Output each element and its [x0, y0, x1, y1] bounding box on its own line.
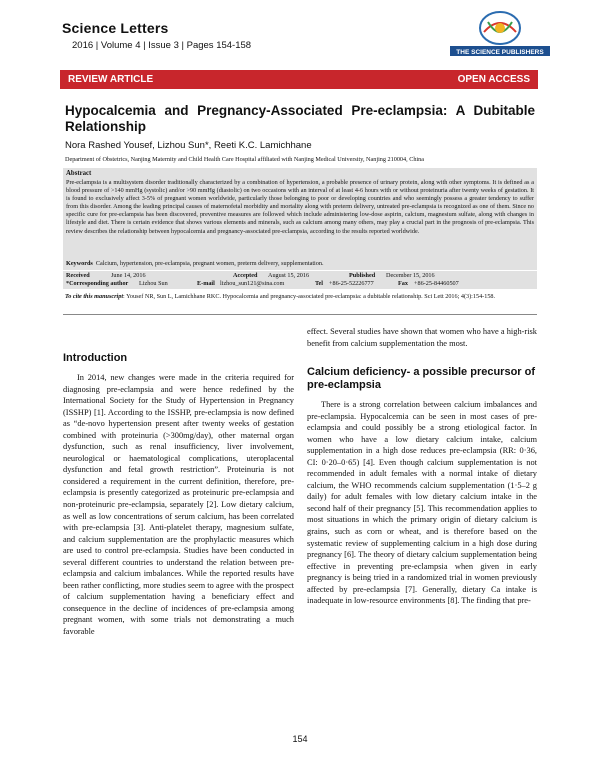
divider	[63, 314, 537, 315]
publisher-logo-text: THE SCIENCE PUBLISHERS	[456, 49, 544, 56]
keywords	[66, 260, 534, 267]
review-article-label: REVIEW ARTICLE	[68, 74, 154, 85]
fax: +86-25-84460507	[414, 280, 459, 287]
article-type-banner	[60, 70, 538, 89]
page-number: 154	[292, 734, 308, 744]
keywords-text: Calcium, hypertension, pre-eclampsia, pregnant women, preterm delivery, supplementation.	[95, 260, 324, 267]
authors: Nora Rashed Yousef, Lizhou Sun*, Reeti K.C. Lamichhane	[65, 140, 312, 151]
accepted-label: Accepted	[233, 272, 258, 279]
introduction-heading: Introduction	[63, 352, 128, 364]
keywords-label: Keywords	[66, 260, 93, 267]
continuation-paragraph: effect. Several studies have shown that women who have a high-risk benefit from calcium supplementation the most.	[307, 327, 537, 348]
affiliation: Department of Obstetrics, Nanjing Maternity and Child Health Care Hospital affiliated with Nanjing Medical University, Nanjing 210004, China	[65, 156, 424, 163]
calcium-deficiency-paragraph: There is a strong correlation between calcium imbalances and pre-eclampsia. Hypocalcemia can be seen in most cases of pre-eclampsia and could possibly be a strong etiological factor. In women who have a low dietary calcium intake, calcium supplementation in a high dose reduces pre-eclampsia (RR: 0·36, CI: 0·20–0·65) [4]. Even though calcium supplementation is not recommended in adult females with a normal intake of dietary calcium, the WHO recommends calcium supplementation (1·5–2 g daily) for adult females with low dietary calcium intake in the second half of their pregnancy [5]. This recommendation applies to most situations in which the primary origin of dietary calcium is grains, such as corn or wheat, and is therefore based on the systematic review of supplementing calcium in a high dose during pregnancy [6]. The theory of dietary calcium supplementation being effective in preventing pre-eclampsia when given in early pregnancy is being tried in a randomized trial in women previously affected by pre-eclampsia [7]. Generally, dietary Ca intake is inadequate in low-resource environments [8]. The finding that pre-	[307, 400, 537, 606]
accepted-date: August 15, 2016	[268, 272, 310, 279]
issue-line: 2016 | Volume 4 | Issue 3 | Pages 154-158	[72, 40, 252, 51]
corresponding-author: Lizhou Sun	[139, 280, 168, 287]
email-label: E-mail	[197, 280, 215, 287]
corresponding-author-label: *Corresponding author	[66, 280, 129, 287]
article-title: Hypocalcemia and Pregnancy-Associated Pre-eclampsia: A Dubitable Relationship	[65, 103, 535, 134]
abstract-text: Pre-eclampsia is a multisystem disorder traditionally characterized by a combination of hypertension, a probable presence of urinary protein, along with other symptoms. It is defined as a blood pressure of >140 mmHg (systolic) and/or >90 mmHg (diastolic) on two occasions with an interval of at least 4-6 hours with or without proteinuria after twenty weeks of gestation. It is found to exclusively affect 3-5% of pregnant women worldwide, particularly those belonging to poor or developing countries and who seemingly possess a greater tendency to suffer from this disorder. Among the leading principal causes of maternofetal morbidity and mortality along with preterm delivery, untreated pre-eclampsia is recognized as one of them. Since no specific cure for pre-eclampsia has been discovered, preventive measures are followed which include administering low-dose aspirin, calcium, magnesium sulfate, along with changes in lifestyle and diet. There is certain evidence that shows various elements and minerals, such as calcium among many others, may play a crucial part in the prognosis of pre-eclampsia. This review describes the relationship between hypocalcemia and pregnancy-associated pre-eclampsia, according to the results reported worldwide.	[66, 179, 534, 235]
citation-label: To cite this manuscript	[65, 293, 124, 300]
fax-label: Fax	[398, 280, 408, 287]
journal-title: Science Letters	[62, 20, 169, 36]
citation-text: : Yousef NR, Sun L, Lamichhane RKC. Hypocalcemia and pregnancy-associated pre-eclampsia: a dubitable relationship. Sci Lett 2016; 4(3):154-158.	[123, 293, 496, 300]
email[interactable]: lizhou_sun121@sina.com	[220, 280, 285, 287]
open-access-label: OPEN ACCESS	[457, 74, 530, 85]
citation	[65, 293, 535, 302]
abstract-heading: Abstract	[66, 170, 92, 177]
abstract-box	[63, 168, 537, 270]
article-dates	[63, 271, 537, 289]
published-date: December 15, 2016	[386, 272, 435, 279]
calcium-deficiency-heading: Calcium deficiency- a possible precursor of pre-eclampsia	[307, 366, 536, 391]
tel-label: Tel	[315, 280, 324, 287]
tel: +86-25-52226777	[329, 280, 374, 287]
introduction-paragraph: In 2014, new changes were made in the criteria required for diagnosing pre-eclampsia and were hence redefined by the International Society for the Study of Hypertension in Pregnancy (ISSHP) [1]. According to the ISSHP, pre-eclampsia is now defined as “de-novo hypertension present after twenty weeks of gestation combined with proteinuria (>300mg/day), other maternal organ dysfunction, such as renal insufficiency, liver involvement, neurological or haematological complications, uteroplacental dysfunction and fetal growth restriction”. Proteinuria is not considered a requirement in the current definition, therefore, pre-eclampsia is presently categorized as proteinuric pre-eclampsia and non-proteinuric pre-eclampsia, separately [2]. Low dietary calcium, as well as low concentrations of serum calcium, has been correlated with pre-eclampsia [3]. Anti-platelet therapy, magnesium sulfate, and calcium supplementation are the prophylactic measures which are used to control pre-eclampsia. Studies have been conducted in several different countries to understand the relation between pre-eclampsia and calcium imbalances. While the reported results have been rather conflicting, more studies seem to agree with the prospect of calcium supplementation having a beneficiary effect and consequence in the decline of incidences of pre-eclampsia among pregnant women, with some trials not demonstrating a much favorable	[63, 373, 294, 637]
publisher-logo	[448, 2, 552, 64]
received-label: Received	[66, 272, 90, 279]
received-date: June 14, 2016	[111, 272, 146, 279]
published-label: Published	[349, 272, 376, 279]
